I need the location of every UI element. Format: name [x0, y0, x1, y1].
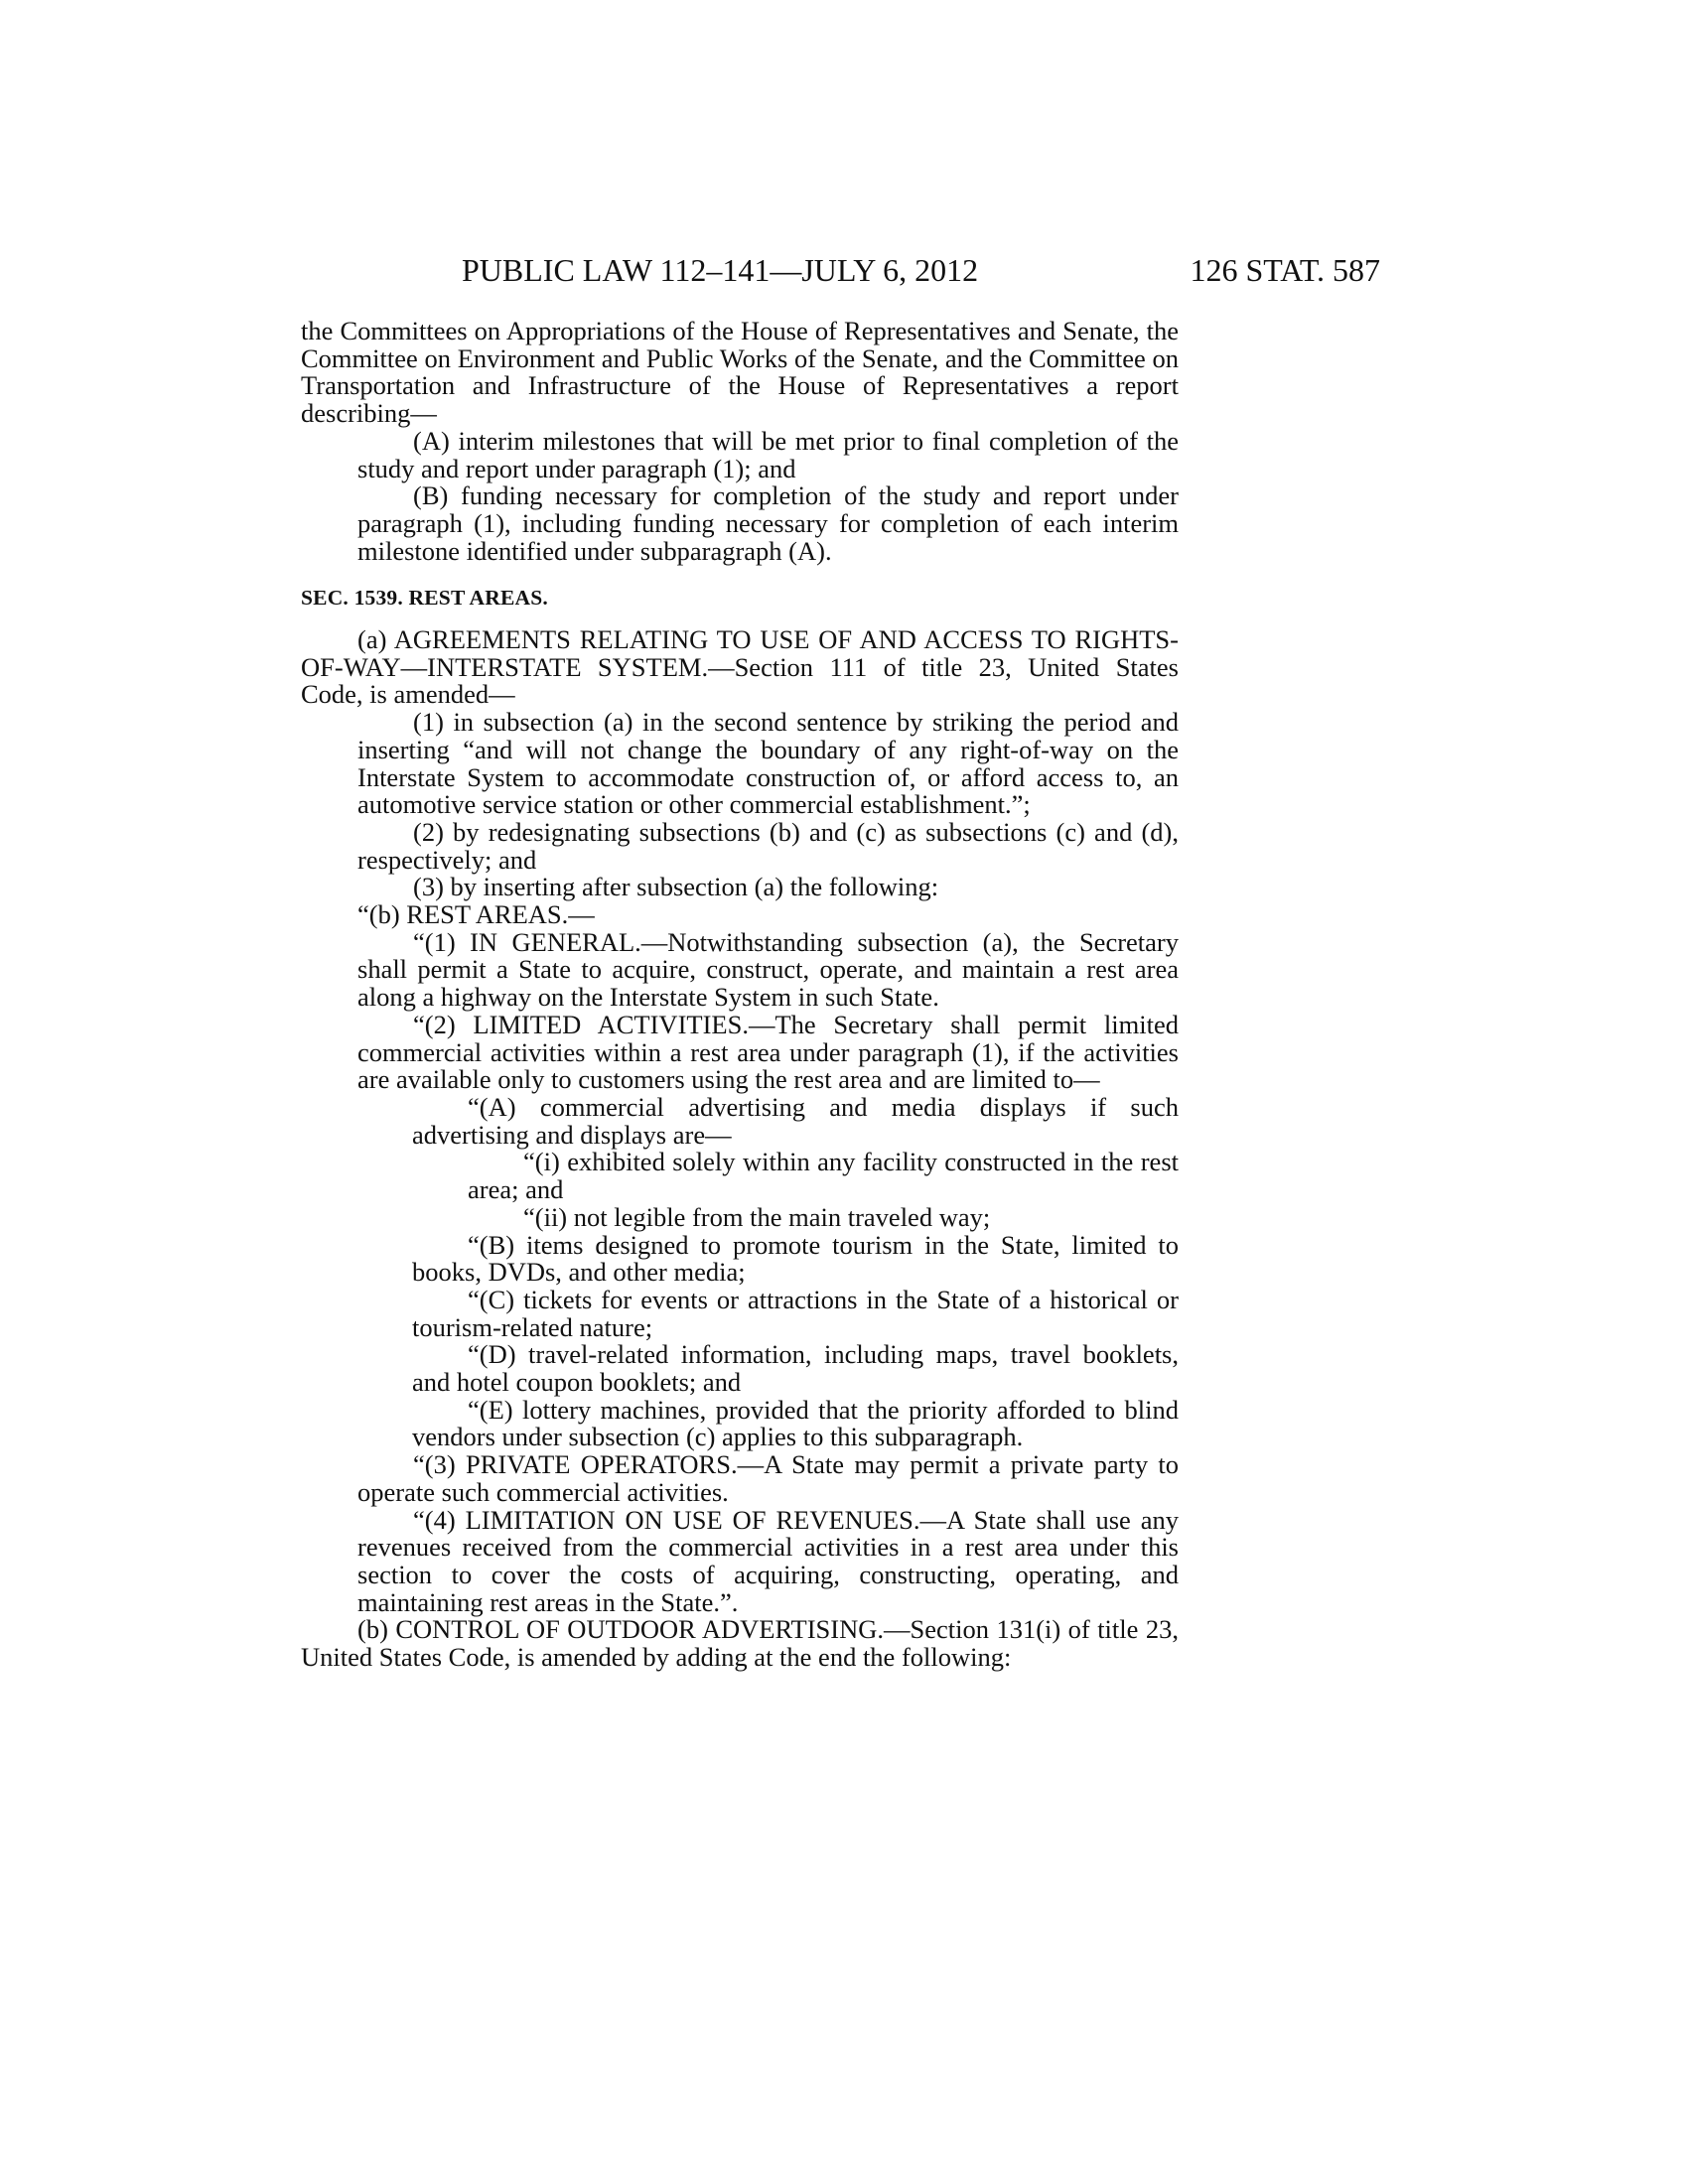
inserted-paragraph-3: “(3) PRIVATE OPERATORS.—A State may permit a private party to operate such commercial activities.: [357, 1449, 1179, 1507]
inserted-subparagraph-e: “(E) lottery machines, provided that the priority afforded to blind vendors under subsection (c) applies to this subparagraph.: [412, 1394, 1179, 1452]
amendment-3: (3) by inserting after subsection (a) the following:: [413, 872, 939, 902]
inserted-paragraph-2: “(2) LIMITED ACTIVITIES.—The Secretary shall permit limited commercial activities within a rest area under paragraph (1), if the activities are available only to customers using the rest area and are limited to—: [357, 1009, 1179, 1095]
page-header: [298, 250, 1380, 290]
section-heading: SEC. 1539. REST AREAS.: [301, 586, 548, 611]
inserted-subparagraph-a: “(A) commercial advertising and media displays if such advertising and displays are—: [412, 1091, 1179, 1150]
subparagraph-a-milestones: (A) interim milestones that will be met prior to final completion of the study and report under paragraph (1); and: [357, 425, 1179, 483]
amendment-1: (1) in subsection (a) in the second sentence by striking the period and inserting “and will not change the boundary of any right-of-way on the Interstate System to accommodate construction of, or afford access to, an automotive service station or other commercial establishment.”;: [357, 707, 1179, 820]
inserted-clause-ii: “(ii) not legible from the main traveled way;: [523, 1201, 991, 1232]
subsection-b-outdoor-advertising: (b) CONTROL OF OUTDOOR ADVERTISING.—Section 131(i) of title 23, United States Code, is amended by adding at the end the following:: [301, 1614, 1179, 1673]
running-head-title: PUBLIC LAW 112–141—JULY 6, 2012: [462, 252, 979, 288]
subsection-a-agreements: (a) AGREEMENTS RELATING TO USE OF AND ACCESS TO RIGHTS-OF-WAY—INTERSTATE SYSTEM.—Section 111 of title 23, United States Code, is amended—: [301, 624, 1179, 710]
inserted-paragraph-4: “(4) LIMITATION ON USE OF REVENUES.—A State shall use any revenues received from the commercial activities in a rest area under this section to cover the costs of acquiring, constructing, operating, and maintaining rest areas in the State.”.: [357, 1504, 1179, 1617]
statute-page-reference: 126 STAT. 587: [1190, 252, 1380, 288]
inserted-clause-i: “(i) exhibited solely within any facility constructed in the rest area; and: [468, 1147, 1179, 1205]
subparagraph-b-funding: (B) funding necessary for completion of the study and report under paragraph (1), including funding necessary for completion of each interim milestone identified under subparagraph (A).: [357, 480, 1179, 566]
inserted-subparagraph-d: “(D) travel-related information, including maps, travel booklets, and hotel coupon booklets; and: [412, 1339, 1179, 1398]
inserted-paragraph-1: “(1) IN GENERAL.—Notwithstanding subsection (a), the Secretary shall permit a State to acquire, construct, operate, and maintain a rest area along a highway on the Interstate System in such State.: [357, 926, 1179, 1013]
inserted-subsection-b-heading: “(b) REST AREAS.—: [357, 899, 595, 930]
amendment-2: (2) by redesignating subsections (b) and (c) as subsections (c) and (d), respectively; and: [357, 816, 1179, 875]
inserted-subparagraph-b: “(B) items designed to promote tourism in the State, limited to books, DVDs, and other media;: [412, 1229, 1179, 1288]
paragraph-report-recipients: the Committees on Appropriations of the House of Representatives and Senate, the Committee on Environment and Public Works of the Senate, and the Committee on Transportation and Infrastructure of the House of Representatives a report describing—: [301, 316, 1179, 429]
inserted-subparagraph-c: “(C) tickets for events or attractions in the State of a historical or tourism-related nature;: [412, 1284, 1179, 1342]
document-body: [301, 318, 1179, 1672]
